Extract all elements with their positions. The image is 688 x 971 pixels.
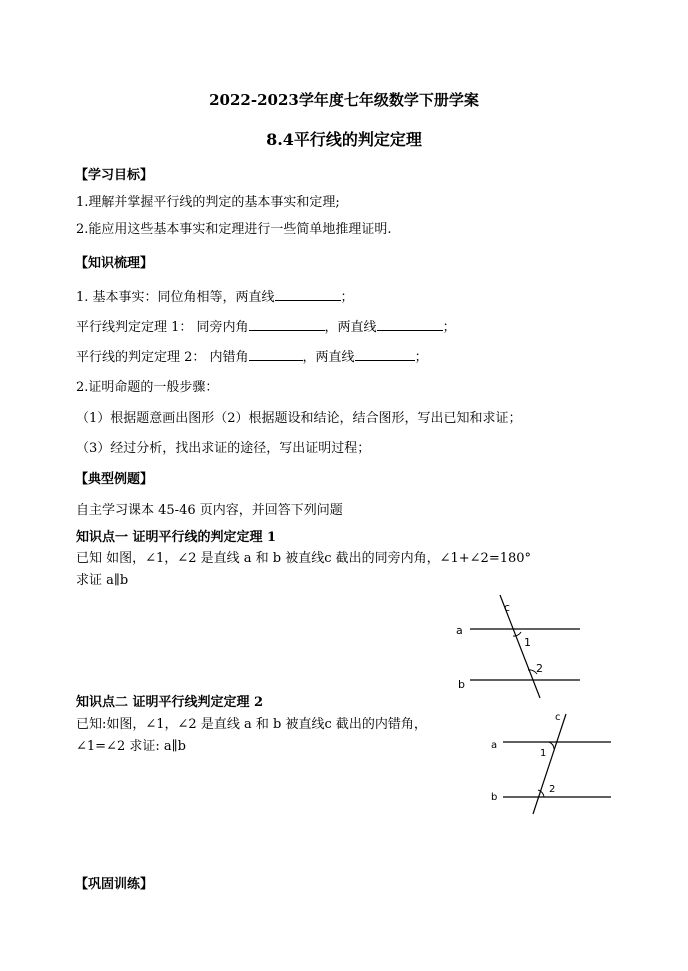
document-subtitle: 8.4平行线的判定定理	[266, 130, 422, 149]
document-title: 2022-2023学年度七年级数学下册学案	[209, 91, 479, 109]
basic-fact-prefix: 1. 基本事实：同位角相等，两直线	[76, 290, 275, 305]
fill-blank[interactable]	[355, 348, 415, 361]
line-c	[533, 714, 566, 814]
objective-item-1: 1.理解并掌握平行线的判定的基本事实和定理;	[76, 195, 340, 210]
label-b: b	[458, 678, 465, 691]
label-1: 1	[540, 748, 547, 759]
theorem1-line	[76, 318, 456, 336]
fill-blank[interactable]	[249, 318, 325, 331]
theorem2-middle: ，两直线	[302, 350, 355, 365]
angle-1-arc	[549, 742, 554, 749]
basic-fact-suffix: ；	[340, 290, 354, 305]
practice-heading: 【巩固训练】	[75, 877, 154, 892]
theorem2-prefix: 平行线的判定定理 2： 内错角	[76, 350, 249, 365]
proof-step-1: （1）根据题意画出图形（2）根据题设和结论，结合图形，写出已知和求证；	[76, 411, 522, 426]
label-a: a	[456, 624, 463, 637]
theorem2-line	[76, 348, 428, 366]
theorem1-prefix: 平行线判定定理 1： 同旁内角	[76, 320, 249, 335]
kp2-given: 已知:如图，∠1，∠2 是直线 a 和 b 被直线c 截出的内错角，	[76, 717, 427, 732]
fill-blank[interactable]	[275, 288, 341, 301]
label-b: b	[491, 792, 498, 803]
knowledge-point-1-title: 知识点一 证明平行线的判定定理 1	[76, 530, 277, 545]
objectives-heading: 【学习目标】	[75, 168, 154, 183]
label-c: c	[504, 601, 511, 614]
examples-heading: 【典型例题】	[75, 472, 154, 487]
label-c: c	[555, 712, 561, 723]
proof-steps-title: 2.证明命题的一般步骤：	[76, 380, 219, 395]
objective-item-2: 2.能应用这些基本事实和定理进行一些简单地推理证明.	[76, 222, 392, 237]
theorem2-suffix: ；	[414, 350, 428, 365]
figure-2-parallel-lines	[485, 706, 620, 816]
label-2: 2	[536, 662, 543, 675]
kp2-condition: ∠1=∠2 求证: a∥b	[76, 739, 186, 754]
knowledge-point-2-title: 知识点二 证明平行线判定定理 2	[76, 695, 264, 710]
proof-step-2: （3）经过分析，找出求证的途径，写出证明过程；	[76, 441, 371, 456]
kp1-given: 已知 如图，∠1，∠2 是直线 a 和 b 被直线c 截出的同旁内角，∠1+∠2=180°	[76, 551, 532, 566]
theorem1-middle: ，两直线	[324, 320, 377, 335]
examples-intro: 自主学习课本 45-46 页内容，并回答下列问题	[76, 503, 343, 518]
kp1-prove: 求证 a∥b	[76, 573, 129, 588]
label-2: 2	[549, 784, 556, 795]
label-a: a	[491, 740, 498, 751]
fill-blank[interactable]	[377, 318, 443, 331]
theorem1-suffix: ；	[442, 320, 456, 335]
figure-1-parallel-lines	[440, 590, 590, 700]
basic-fact-line	[76, 288, 354, 306]
fill-blank[interactable]	[249, 348, 303, 361]
label-1: 1	[524, 636, 531, 649]
knowledge-heading: 【知识梳理】	[75, 256, 154, 271]
